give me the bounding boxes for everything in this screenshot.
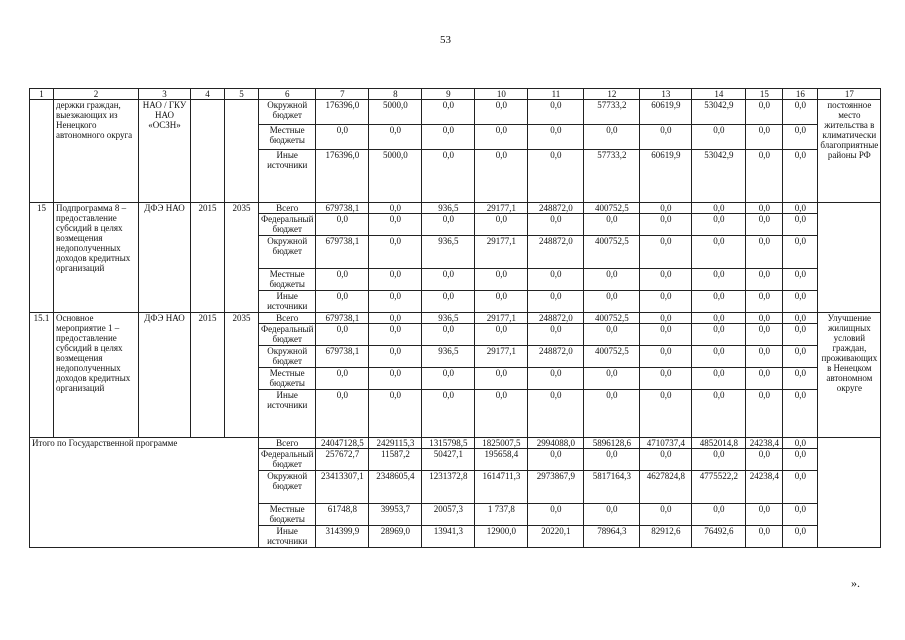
amount-cell: 4627824,8	[640, 471, 692, 504]
amount-cell: 0,0	[422, 100, 475, 125]
column-number-cell: 10	[475, 89, 528, 100]
amount-cell: 0,0	[369, 324, 422, 346]
amount-cell: 20057,3	[422, 504, 475, 526]
amount-cell: 0,0	[640, 390, 692, 438]
item-name-cell: Основное мероприятие 1 – предоставление субсидий в целях возмещения недополученных доходов кредитных организаций	[54, 313, 139, 438]
amount-cell: 24238,4	[746, 471, 783, 504]
column-number-cell: 3	[139, 89, 191, 100]
amount-cell: 20220,1	[528, 526, 584, 548]
amount-cell: 0,0	[528, 504, 584, 526]
amount-cell: 0,0	[369, 203, 422, 214]
funding-row	[30, 203, 881, 214]
amount-cell: 0,0	[746, 313, 783, 324]
funding-source-cell: Федеральный бюджет	[259, 449, 316, 471]
amount-cell: 0,0	[475, 368, 528, 390]
column-number-cell: 17	[818, 89, 881, 100]
amount-cell: 0,0	[528, 368, 584, 390]
amount-cell: 0,0	[783, 291, 818, 313]
column-number-cell: 14	[692, 89, 746, 100]
amount-cell: 0,0	[475, 390, 528, 438]
amount-cell: 0,0	[783, 346, 818, 368]
amount-cell: 1 737,8	[475, 504, 528, 526]
amount-cell: 0,0	[783, 125, 818, 150]
amount-cell: 0,0	[692, 390, 746, 438]
amount-cell: 0,0	[746, 214, 783, 236]
amount-cell: 0,0	[584, 390, 640, 438]
end-year-cell: 2035	[225, 313, 259, 438]
amount-cell: 0,0	[783, 449, 818, 471]
amount-cell: 0,0	[783, 214, 818, 236]
amount-cell: 0,0	[316, 214, 369, 236]
amount-cell: 0,0	[528, 390, 584, 438]
amount-cell: 29177,1	[475, 313, 528, 324]
column-number-cell: 4	[191, 89, 225, 100]
column-number-cell: 2	[54, 89, 139, 100]
amount-cell: 0,0	[475, 269, 528, 291]
column-number-cell: 16	[783, 89, 818, 100]
amount-cell: 39953,7	[369, 504, 422, 526]
funding-source-cell: Окружной бюджет	[259, 346, 316, 368]
amount-cell: 0,0	[692, 236, 746, 269]
amount-cell: 0,0	[369, 236, 422, 269]
amount-cell: 78964,3	[584, 526, 640, 548]
amount-cell: 176396,0	[316, 150, 369, 203]
amount-cell: 0,0	[746, 125, 783, 150]
amount-cell: 12900,0	[475, 526, 528, 548]
amount-cell: 314399,9	[316, 526, 369, 548]
funding-source-cell: Иные источники	[259, 390, 316, 438]
expected-result-cell	[818, 203, 881, 313]
funding-source-cell: Местные бюджеты	[259, 269, 316, 291]
amount-cell: 0,0	[316, 390, 369, 438]
amount-cell: 0,0	[475, 214, 528, 236]
amount-cell: 60619,9	[640, 100, 692, 125]
amount-cell: 5000,0	[369, 150, 422, 203]
amount-cell: 0,0	[692, 313, 746, 324]
amount-cell: 0,0	[746, 449, 783, 471]
amount-cell: 936,5	[422, 203, 475, 214]
executor-cell: ДФЭ НАО	[139, 203, 191, 313]
amount-cell: 4710737,4	[640, 438, 692, 449]
amount-cell: 0,0	[475, 291, 528, 313]
funding-source-cell: Всего	[259, 313, 316, 324]
amount-cell: 0,0	[640, 269, 692, 291]
amount-cell: 82912,6	[640, 526, 692, 548]
column-number-cell: 15	[746, 89, 783, 100]
amount-cell: 0,0	[692, 449, 746, 471]
amount-cell: 936,5	[422, 313, 475, 324]
amount-cell: 0,0	[692, 504, 746, 526]
amount-cell: 0,0	[692, 269, 746, 291]
amount-cell: 936,5	[422, 236, 475, 269]
amount-cell: 0,0	[369, 368, 422, 390]
item-name-cell: Подпрограмма 8 – предоставление субсидий в целях возмещения недополученных доходов кредитных организаций	[54, 203, 139, 313]
funding-source-cell: Федеральный бюджет	[259, 214, 316, 236]
column-number-cell: 8	[369, 89, 422, 100]
funding-source-cell: Местные бюджеты	[259, 125, 316, 150]
funding-source-cell: Всего	[259, 438, 316, 449]
amount-cell: 176396,0	[316, 100, 369, 125]
item-number-cell: 15.1	[30, 313, 54, 438]
amount-cell: 1825007,5	[475, 438, 528, 449]
amount-cell: 0,0	[422, 324, 475, 346]
amount-cell: 0,0	[692, 214, 746, 236]
amount-cell: 57733,2	[584, 150, 640, 203]
amount-cell: 2429115,3	[369, 438, 422, 449]
funding-source-cell: Окружной бюджет	[259, 100, 316, 125]
amount-cell: 0,0	[316, 291, 369, 313]
amount-cell: 400752,5	[584, 346, 640, 368]
funding-source-cell: Местные бюджеты	[259, 368, 316, 390]
amount-cell: 0,0	[475, 150, 528, 203]
amount-cell: 0,0	[422, 214, 475, 236]
end-year-cell	[225, 100, 259, 203]
amount-cell: 0,0	[369, 269, 422, 291]
amount-cell: 0,0	[640, 125, 692, 150]
amount-cell: 60619,9	[640, 150, 692, 203]
expected-result-cell	[818, 438, 881, 548]
amount-cell: 0,0	[422, 269, 475, 291]
amount-cell: 0,0	[746, 269, 783, 291]
amount-cell: 0,0	[316, 324, 369, 346]
amount-cell: 400752,5	[584, 313, 640, 324]
amount-cell: 248872,0	[528, 313, 584, 324]
amount-cell: 0,0	[475, 100, 528, 125]
amount-cell: 195658,4	[475, 449, 528, 471]
amount-cell: 0,0	[422, 368, 475, 390]
amount-cell: 0,0	[783, 324, 818, 346]
amount-cell: 0,0	[640, 291, 692, 313]
column-number-cell: 11	[528, 89, 584, 100]
amount-cell: 13941,3	[422, 526, 475, 548]
amount-cell: 0,0	[746, 526, 783, 548]
amount-cell: 257672,7	[316, 449, 369, 471]
amount-cell: 0,0	[528, 100, 584, 125]
amount-cell: 0,0	[640, 214, 692, 236]
amount-cell: 0,0	[369, 390, 422, 438]
closing-quote-mark: ».	[851, 576, 860, 590]
amount-cell: 0,0	[746, 368, 783, 390]
amount-cell: 0,0	[422, 125, 475, 150]
amount-cell: 0,0	[584, 291, 640, 313]
amount-cell: 23413307,1	[316, 471, 369, 504]
amount-cell: 679738,1	[316, 203, 369, 214]
column-number-cell: 9	[422, 89, 475, 100]
amount-cell: 0,0	[584, 214, 640, 236]
start-year-cell: 2015	[191, 203, 225, 313]
amount-cell: 0,0	[316, 125, 369, 150]
amount-cell: 679738,1	[316, 236, 369, 269]
end-year-cell: 2035	[225, 203, 259, 313]
total-label-cell: Итого по Государственной программе	[30, 438, 259, 548]
amount-cell: 400752,5	[584, 203, 640, 214]
amount-cell: 0,0	[640, 313, 692, 324]
item-number-cell: 15	[30, 203, 54, 313]
amount-cell: 679738,1	[316, 313, 369, 324]
amount-cell: 248872,0	[528, 346, 584, 368]
amount-cell: 76492,6	[692, 526, 746, 548]
amount-cell: 0,0	[746, 236, 783, 269]
amount-cell: 0,0	[640, 324, 692, 346]
expected-result-cell: Улучшение жилищных условий граждан, проживающих в Ненецком автономном округе	[818, 313, 881, 438]
amount-cell: 400752,5	[584, 236, 640, 269]
funding-source-cell: Окружной бюджет	[259, 471, 316, 504]
amount-cell: 936,5	[422, 346, 475, 368]
amount-cell: 0,0	[746, 291, 783, 313]
amount-cell: 0,0	[369, 214, 422, 236]
amount-cell: 0,0	[422, 291, 475, 313]
column-number-cell: 5	[225, 89, 259, 100]
executor-cell: ДФЭ НАО	[139, 313, 191, 438]
column-number-row	[30, 89, 881, 100]
amount-cell: 2348605,4	[369, 471, 422, 504]
amount-cell: 29177,1	[475, 236, 528, 269]
amount-cell: 0,0	[422, 150, 475, 203]
amount-cell: 4775522,2	[692, 471, 746, 504]
amount-cell: 0,0	[369, 346, 422, 368]
amount-cell: 0,0	[783, 150, 818, 203]
amount-cell: 1614711,3	[475, 471, 528, 504]
amount-cell: 0,0	[783, 203, 818, 214]
amount-cell: 0,0	[584, 504, 640, 526]
amount-cell: 53042,9	[692, 100, 746, 125]
amount-cell: 248872,0	[528, 203, 584, 214]
amount-cell: 679738,1	[316, 346, 369, 368]
amount-cell: 0,0	[422, 390, 475, 438]
amount-cell: 0,0	[316, 368, 369, 390]
amount-cell: 248872,0	[528, 236, 584, 269]
amount-cell: 2973867,9	[528, 471, 584, 504]
funding-source-cell: Всего	[259, 203, 316, 214]
total-row	[30, 438, 881, 449]
amount-cell: 0,0	[746, 150, 783, 203]
funding-row	[30, 100, 881, 125]
amount-cell: 0,0	[528, 449, 584, 471]
amount-cell: 0,0	[783, 438, 818, 449]
amount-cell: 0,0	[316, 269, 369, 291]
amount-cell: 0,0	[692, 203, 746, 214]
amount-cell: 0,0	[783, 100, 818, 125]
column-number-cell: 13	[640, 89, 692, 100]
funding-source-cell: Местные бюджеты	[259, 504, 316, 526]
funding-source-cell: Окружной бюджет	[259, 236, 316, 269]
amount-cell: 0,0	[746, 504, 783, 526]
amount-cell: 0,0	[692, 125, 746, 150]
amount-cell: 0,0	[528, 214, 584, 236]
amount-cell: 0,0	[692, 368, 746, 390]
amount-cell: 0,0	[584, 368, 640, 390]
amount-cell: 0,0	[640, 203, 692, 214]
expected-result-cell: постоянное место жительства в климатически благоприятные районы РФ	[818, 100, 881, 203]
amount-cell: 0,0	[528, 324, 584, 346]
amount-cell: 0,0	[783, 526, 818, 548]
amount-cell: 11587,2	[369, 449, 422, 471]
amount-cell: 0,0	[783, 368, 818, 390]
executor-cell: НАО / ГКУ НАО «ОСЗН»	[139, 100, 191, 203]
amount-cell: 24047128,5	[316, 438, 369, 449]
amount-cell: 53042,9	[692, 150, 746, 203]
amount-cell: 1315798,5	[422, 438, 475, 449]
column-number-cell: 12	[584, 89, 640, 100]
amount-cell: 0,0	[369, 313, 422, 324]
start-year-cell: 2015	[191, 313, 225, 438]
amount-cell: 0,0	[475, 125, 528, 150]
amount-cell: 0,0	[783, 390, 818, 438]
funding-source-cell: Иные источники	[259, 150, 316, 203]
amount-cell: 4852014,8	[692, 438, 746, 449]
amount-cell: 0,0	[783, 236, 818, 269]
amount-cell: 24238,4	[746, 438, 783, 449]
amount-cell: 0,0	[528, 269, 584, 291]
amount-cell: 0,0	[369, 291, 422, 313]
amount-cell: 29177,1	[475, 346, 528, 368]
amount-cell: 5896128,6	[584, 438, 640, 449]
funding-row	[30, 313, 881, 324]
item-number-cell	[30, 100, 54, 203]
amount-cell: 5000,0	[369, 100, 422, 125]
column-number-cell: 6	[259, 89, 316, 100]
amount-cell: 0,0	[692, 346, 746, 368]
amount-cell: 61748,8	[316, 504, 369, 526]
amount-cell: 0,0	[475, 324, 528, 346]
amount-cell: 0,0	[584, 324, 640, 346]
amount-cell: 0,0	[640, 368, 692, 390]
amount-cell: 5817164,3	[584, 471, 640, 504]
amount-cell: 1231372,8	[422, 471, 475, 504]
amount-cell: 0,0	[783, 504, 818, 526]
amount-cell: 0,0	[783, 313, 818, 324]
amount-cell: 0,0	[783, 471, 818, 504]
column-number-cell: 1	[30, 89, 54, 100]
page-number: 53	[440, 34, 451, 46]
item-name-cell: держки граждан, выезжающих из Ненецкого автономного округа	[54, 100, 139, 203]
amount-cell: 50427,1	[422, 449, 475, 471]
amount-cell: 0,0	[692, 291, 746, 313]
amount-cell: 0,0	[746, 203, 783, 214]
amount-cell: 0,0	[746, 346, 783, 368]
amount-cell: 0,0	[528, 291, 584, 313]
amount-cell: 28969,0	[369, 526, 422, 548]
amount-cell: 0,0	[584, 269, 640, 291]
amount-cell: 0,0	[783, 269, 818, 291]
start-year-cell	[191, 100, 225, 203]
amount-cell: 2994088,0	[528, 438, 584, 449]
amount-cell: 0,0	[746, 324, 783, 346]
amount-cell: 0,0	[528, 150, 584, 203]
amount-cell: 0,0	[584, 125, 640, 150]
amount-cell: 0,0	[369, 125, 422, 150]
amount-cell: 0,0	[746, 100, 783, 125]
amount-cell: 0,0	[584, 449, 640, 471]
amount-cell: 0,0	[640, 504, 692, 526]
amount-cell: 0,0	[692, 324, 746, 346]
funding-source-cell: Федеральный бюджет	[259, 324, 316, 346]
funding-source-cell: Иные источники	[259, 291, 316, 313]
amount-cell: 57733,2	[584, 100, 640, 125]
program-funding-table	[29, 88, 881, 548]
amount-cell: 0,0	[640, 346, 692, 368]
funding-source-cell: Иные источники	[259, 526, 316, 548]
amount-cell: 0,0	[640, 449, 692, 471]
amount-cell: 0,0	[640, 236, 692, 269]
amount-cell: 29177,1	[475, 203, 528, 214]
amount-cell: 0,0	[528, 125, 584, 150]
column-number-cell: 7	[316, 89, 369, 100]
amount-cell: 0,0	[746, 390, 783, 438]
